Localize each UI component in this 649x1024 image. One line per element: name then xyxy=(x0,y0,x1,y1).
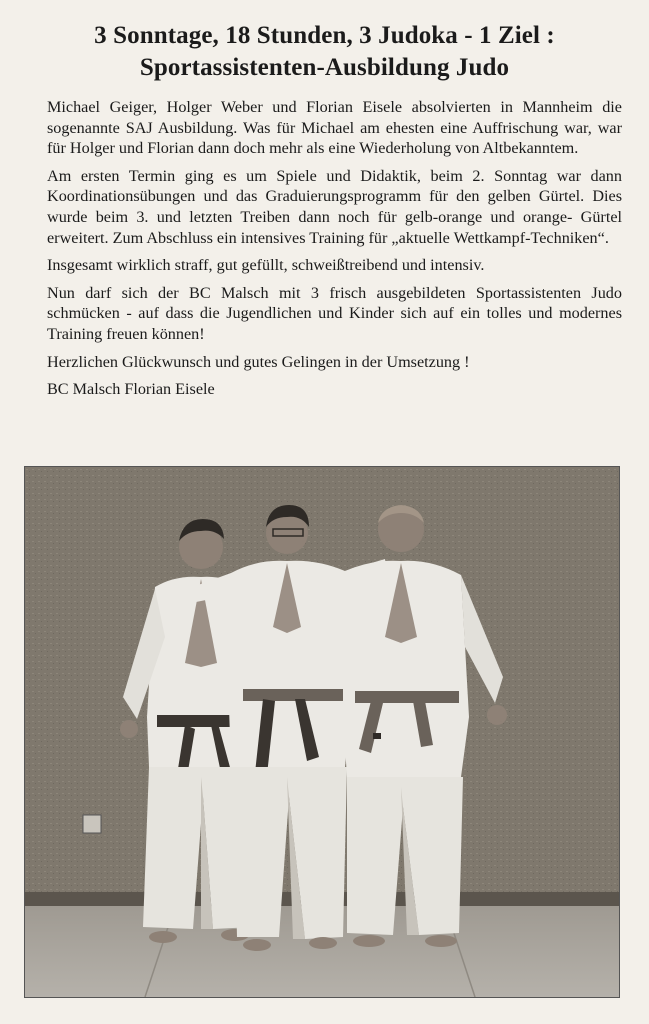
photo-judoka-illustration xyxy=(25,467,619,997)
paragraph-summary: Insgesamt wirklich straff, gut gefüllt, schweißtreibend und intensiv. xyxy=(47,256,485,275)
paragraph-congratulations: Herzlichen Glückwunsch und gutes Gelingen in der Umsetzung ! xyxy=(47,352,470,371)
article-signature: BC Malsch Florian Eisele xyxy=(47,380,215,399)
headline-line-1: 3 Sonntage, 18 Stunden, 3 Judoka - 1 Ziel : xyxy=(94,22,555,49)
paragraph-schedule: Am ersten Termin ging es um Spiele und Didaktik, beim 2. Sonntag war dann Koordinationsübungen und das Graduierungsprogramm für den gelben Gürtel. Dies wurde beim 3. und letzten Treiben dann noch für gelb-orange und orange- Gürtel erweitert. Zum Abschluss ein intensives Training für „aktuelle Wettkampf-Techniken“. xyxy=(47,166,622,247)
article-headline xyxy=(20,20,629,84)
wall-socket xyxy=(83,815,101,833)
group-photo xyxy=(24,466,620,998)
article-body xyxy=(47,97,622,407)
paragraph-intro: Michael Geiger, Holger Weber und Florian Eisele absolvierten in Mannheim die sogenannte SAJ Ausbildung. Was für Michael am ehesten eine Auffrischung war, war für Holger und Florian dann doch mehr als eine Wiederholung von Altbekanntem. xyxy=(47,98,622,158)
paragraph-outlook: Nun darf sich der BC Malsch mit 3 frisch ausgebildeten Sportassistenten Judo schmücken - auf dass die Jugendlichen und Kinder sich auf ein tolles und modernes Training freuen können! xyxy=(47,283,622,343)
headline-line-2: Sportassistenten-Ausbildung Judo xyxy=(139,54,510,81)
